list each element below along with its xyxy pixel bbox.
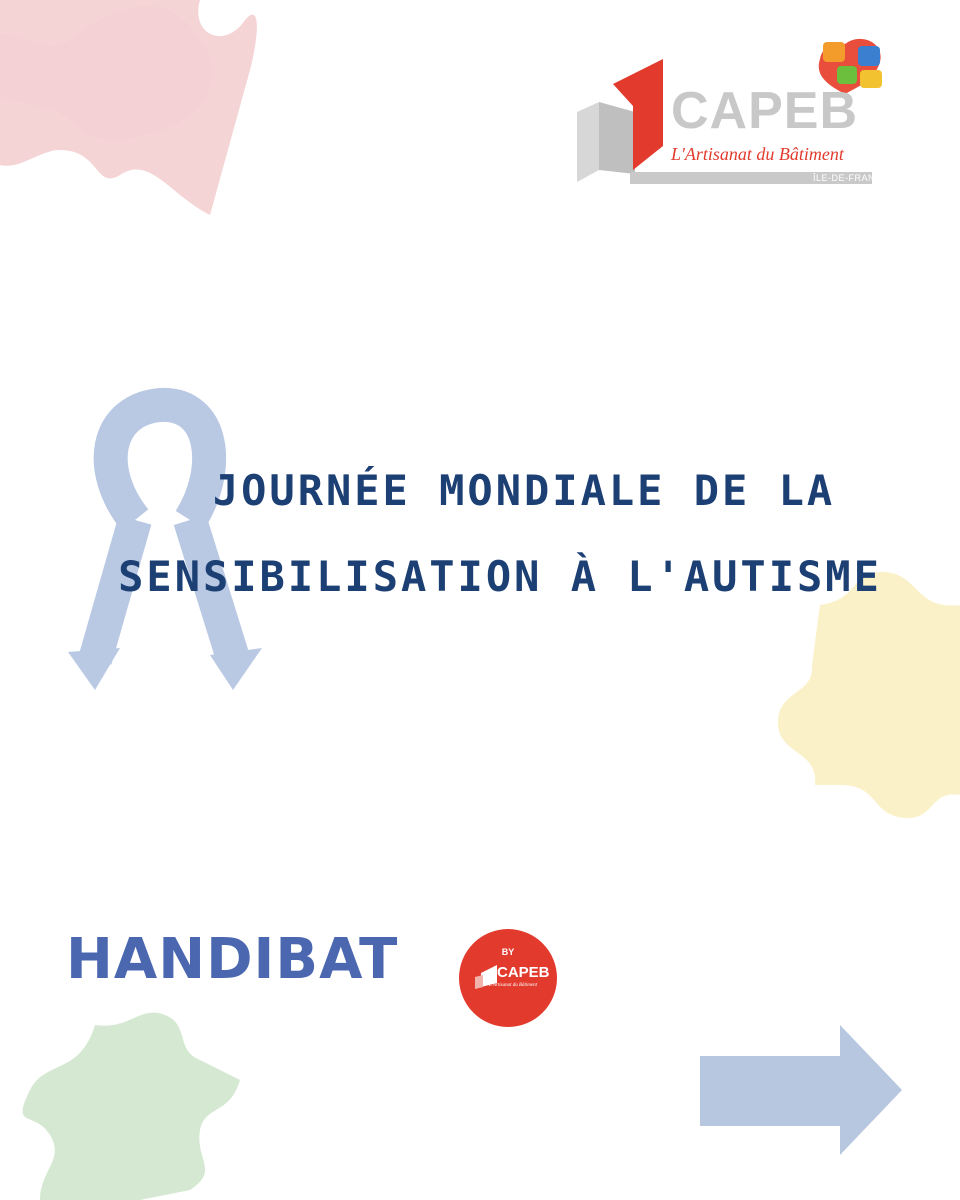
capeb-tagline: L'Artisanat du Bâtiment — [671, 144, 844, 164]
badge-by: BY — [501, 947, 515, 957]
capeb-badge — [459, 929, 557, 1027]
badge-tagline: L'Artisanat du Bâtiment — [489, 983, 538, 988]
handibat-logo — [66, 925, 566, 1035]
arrow-right-icon — [700, 1025, 902, 1155]
capeb-brand: CAPEB — [671, 82, 859, 140]
puzzle-piece-green-icon — [23, 1013, 240, 1200]
handibat-name: HANDIBAT — [66, 927, 399, 992]
page-title — [60, 448, 940, 620]
capeb-region: ÎLE-DE-FRANCE — [813, 173, 889, 183]
title-line-2: SENSIBILISATION À L'AUTISME — [118, 552, 882, 601]
title-line-1: JOURNÉE MONDIALE DE LA — [212, 466, 836, 515]
capeb-logo — [575, 34, 915, 189]
badge-brand: CAPEB — [497, 964, 550, 981]
